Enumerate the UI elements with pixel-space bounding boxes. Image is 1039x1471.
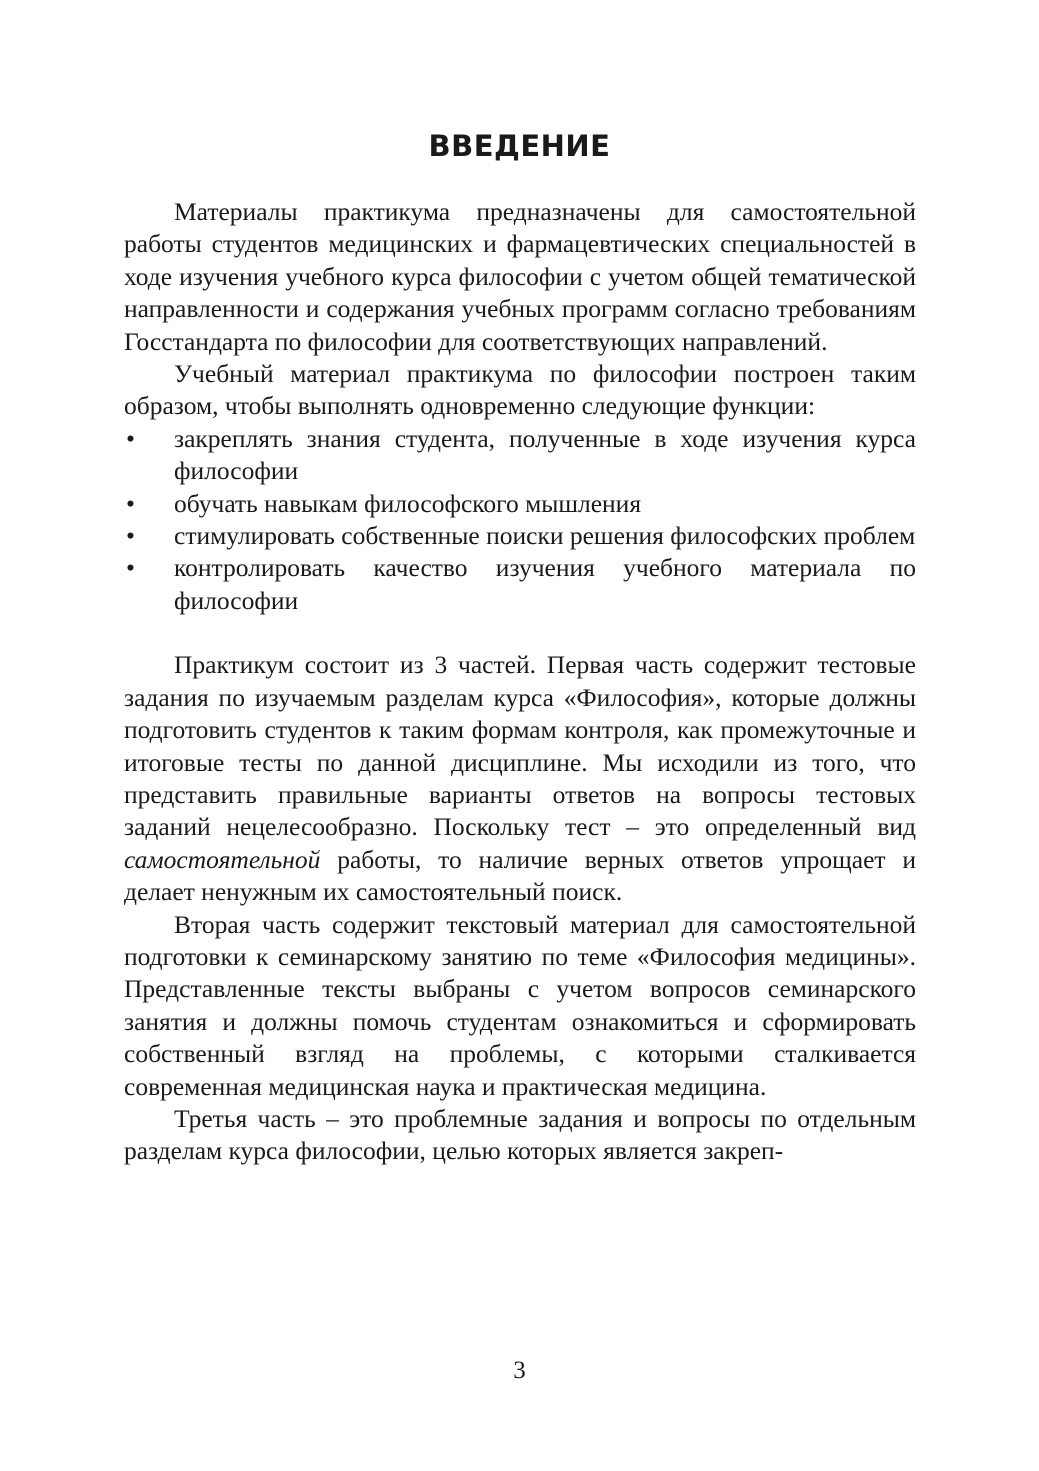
list-item-text: контролировать качество изучения учебного материала по философии — [174, 553, 916, 615]
third-part-paragraph: Третья часть – это проблемные задания и вопросы по отдельным разделам курса философии, целью которых является закреп- — [124, 1103, 916, 1166]
list-item-text: обучать навыкам философского мышления — [174, 488, 642, 518]
list-item — [124, 520, 916, 552]
list-item-text: стимулировать собственные поиски решения философских проблем — [174, 521, 916, 551]
list-item-text: закреплять знания студента, полученные в ходе изучения курса философии — [174, 423, 916, 486]
list-item — [124, 423, 916, 488]
structure-paragraph — [124, 649, 916, 908]
list-item — [124, 488, 916, 520]
main-text — [124, 196, 916, 1168]
bullet-icon: • — [126, 553, 135, 583]
structure-text-end: работы, то наличие верных ответов упрощает и делает ненужным их самостоятельный поиск. — [124, 844, 916, 907]
bullet-icon: • — [126, 488, 135, 518]
intro-paragraph: Материалы практикума предназначены для самостоятельной работы студентов медицинских и фармацевтических специальностей в ходе изучения учебного курса философии с учетом общей тематической направленности и содержания учебных программ согласно требованиям Госстандарта по философии для соответствующих направлений. — [124, 197, 916, 356]
bullet-icon: • — [126, 423, 135, 453]
functions-intro-paragraph: Учебный материал практикума по философии построен таким образом, чтобы выполнять одновременно следующие функции: — [124, 359, 916, 421]
paragraph-spacer — [124, 617, 916, 649]
page-number: 3 — [513, 1357, 526, 1384]
structure-text-start: Практикум состоит из 3 частей. Первая часть содержит тестовые задания по изучаемым разделам курса «Философия», которые должны подготовить студентов к таким формам контроля, как промежуточные и итоговые тесты по данной дисциплине. Мы исходили из того, что представить правильные варианты ответов на вопросы тестовых заданий нецелесообразно. Поскольку тест – это определенный вид — [124, 650, 916, 842]
list-item — [124, 552, 916, 617]
functions-list — [124, 423, 916, 617]
second-part-paragraph: Вторая часть содержит текстовый материал для самостоятельной подготовки к семинарскому занятию по теме «Философия медицины». Представленные тексты выбраны с учетом вопросов семинарского занятия и должны помочь студентам ознакомиться и сформировать собственный взгляд на проблемы, с которыми сталкивается современная медицинская наука и практическая медицина. — [124, 909, 916, 1101]
page-title: ВВЕДЕНИЕ — [428, 129, 611, 163]
bullet-icon: • — [126, 521, 135, 551]
emphasized-word: самостоятельной — [124, 844, 321, 874]
